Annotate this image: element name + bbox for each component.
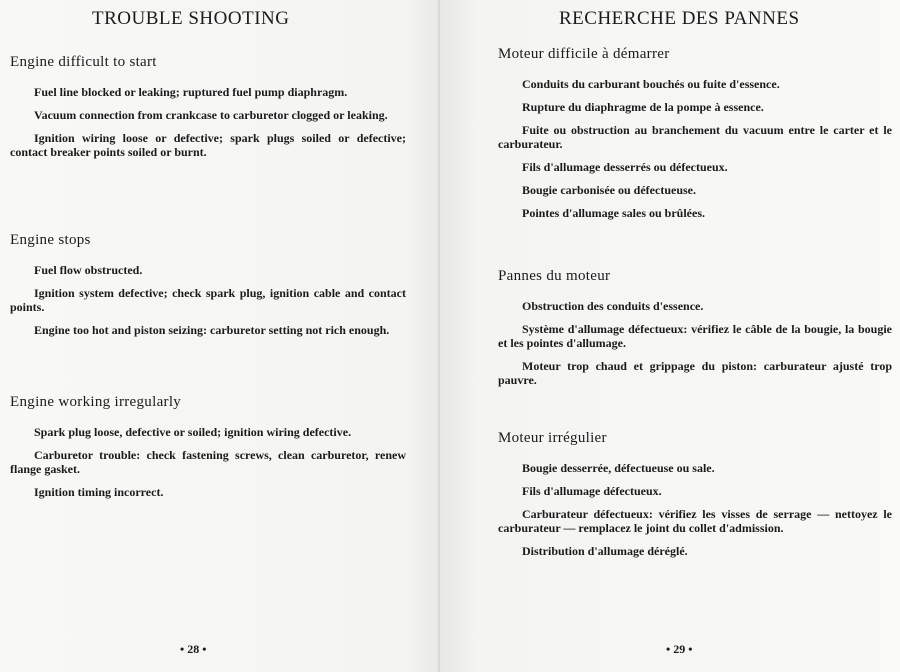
trouble-item: Engine too hot and piston seizing: carburetor setting not rich enough. (34, 323, 390, 337)
page-number-left: • 28 • (180, 642, 207, 656)
trouble-item: Fuite ou obstruction au branchement du vacuum entre le carter et le carburateur. (498, 123, 892, 151)
trouble-item: Carburetor trouble: check fastening screws, clean carburetor, renew flange gasket. (10, 448, 406, 476)
section-engine-difficult-to-start (10, 54, 406, 168)
page-left (0, 0, 440, 672)
section-heading: Pannes du moteur (498, 268, 611, 284)
page-number-right: • 29 • (666, 642, 693, 656)
trouble-item: Pointes d'allumage sales ou brûlées. (522, 206, 706, 220)
trouble-item: Ignition timing incorrect. (34, 485, 164, 499)
section-heading: Engine stops (10, 232, 91, 248)
trouble-item: Ignition wiring loose or defective; spark plugs soiled or defective; contact breaker points soiled or burnt. (10, 131, 406, 159)
trouble-item: Système d'allumage défectueux: vérifiez le câble de la bougie, la bougie et les pointes d'allumage. (498, 322, 892, 350)
trouble-item: Fuel flow obstructed. (34, 263, 143, 277)
trouble-item: Obstruction des conduits d'essence. (522, 299, 704, 313)
section-heading: Engine difficult to start (10, 54, 157, 70)
page-right (440, 0, 900, 672)
trouble-item: Conduits du carburant bouchés ou fuite d'essence. (522, 77, 780, 91)
trouble-item: Ignition system defective; check spark plug, ignition cable and contact points. (10, 286, 406, 314)
section-heading: Moteur irrégulier (498, 430, 607, 446)
trouble-item: Moteur trop chaud et grippage du piston: carburateur ajusté trop pauvre. (498, 359, 892, 387)
section-heading: Engine working irregularly (10, 394, 182, 410)
section-moteur-difficile-a-demarrer (498, 46, 892, 229)
trouble-item: Fuel line blocked or leaking; ruptured fuel pump diaphragm. (34, 85, 348, 99)
section-engine-working-irregularly (10, 394, 406, 508)
trouble-item: Carburateur défectueux: vérifiez les visses de serrage — nettoyez le carburateur — remplacez le joint du collet d'admission. (498, 507, 892, 535)
trouble-item: Fils d'allumage défectueux. (522, 484, 662, 498)
trouble-item: Rupture du diaphragme de la pompe à essence. (522, 100, 764, 114)
trouble-item: Spark plug loose, defective or soiled; ignition wiring defective. (34, 425, 352, 439)
section-heading: Moteur difficile à démarrer (498, 46, 670, 62)
page-title-left: TROUBLE SHOOTING (92, 8, 290, 29)
trouble-item: Fils d'allumage desserrés ou défectueux. (522, 160, 728, 174)
trouble-item: Bougie desserrée, défectueuse ou sale. (522, 461, 715, 475)
section-moteur-irregulier (498, 430, 892, 567)
trouble-item: Bougie carbonisée ou défectueuse. (522, 183, 696, 197)
section-engine-stops (10, 232, 406, 346)
trouble-item: Distribution d'allumage déréglé. (522, 544, 688, 558)
trouble-item: Vacuum connection from crankcase to carburetor clogged or leaking. (34, 108, 388, 122)
page-title-right: RECHERCHE DES PANNES (559, 8, 800, 29)
section-pannes-du-moteur (498, 268, 892, 396)
